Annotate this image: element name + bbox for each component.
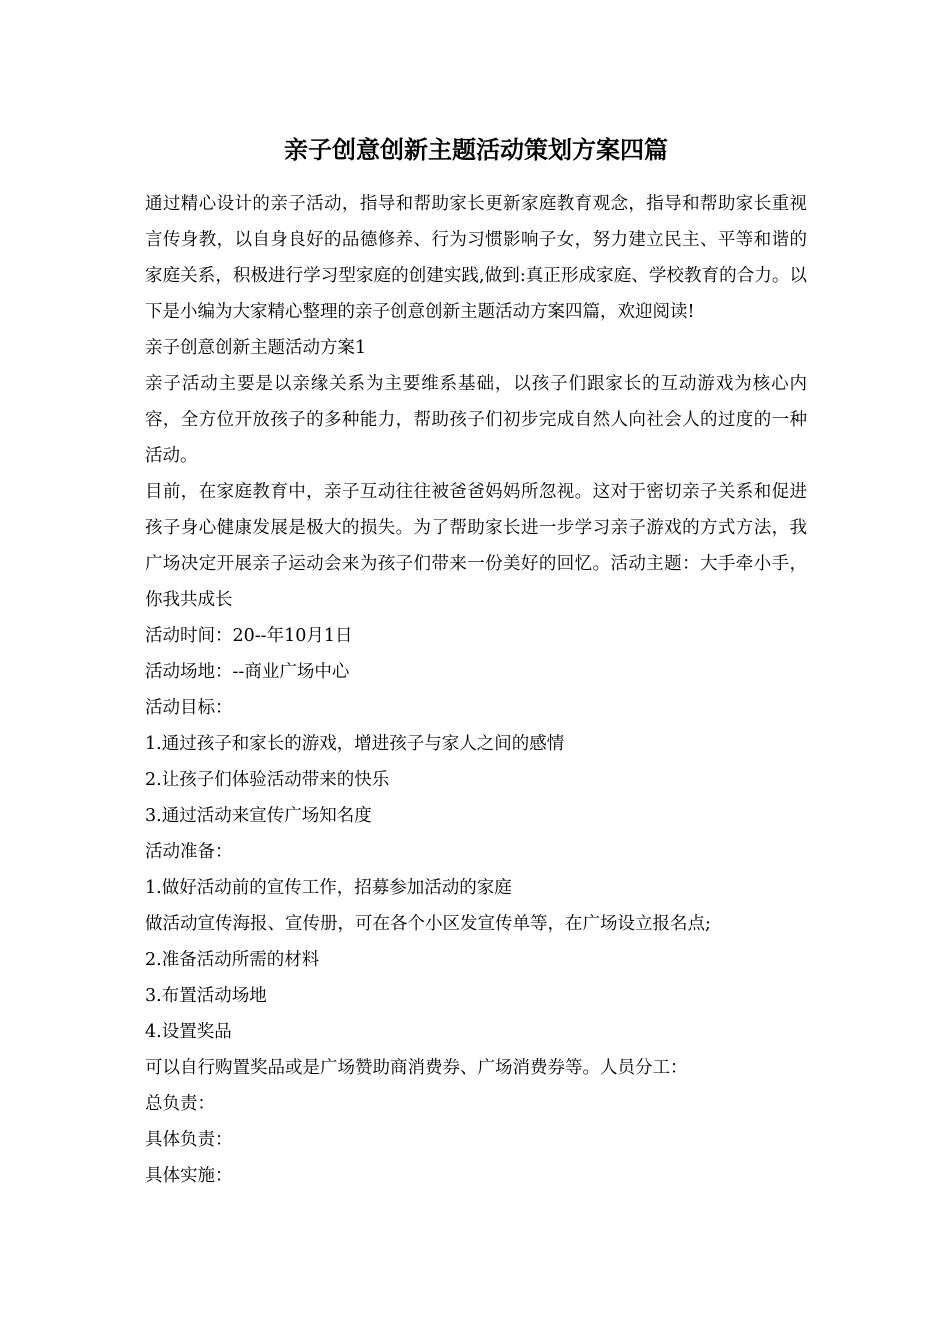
intro-paragraph: 通过精心设计的亲子活动，指导和帮助家长更新家庭教育观念，指导和帮助家长重视言传身教，以自身良好的品德修养、行为习惯影响子女，努力建立民主、平等和谐的家庭关系，积极进行学习型家庭的创建实践,做到:真正形成家庭、学校教育的合力。以下是小编为大家精心整理的亲子创意创新主题活动方案四篇，欢迎阅读!	[145, 194, 807, 322]
goal-item-2: 2.让孩子们体验活动带来的快乐	[145, 770, 390, 790]
document-page	[145, 128, 807, 1194]
preparation-item-2: 2.准备活动所需的材料	[145, 950, 320, 970]
paragraph-background: 目前，在家庭教育中，亲子互动往往被爸爸妈妈所忽视。这对于密切亲子关系和促进孩子身心健康发展是极大的损失。为了帮助家长进一步学习亲子游戏的方式方法，我广场决定开展亲子运动会来为孩子们带来一份美好的回忆。活动主题：大手牵小手，你我共成长	[145, 482, 807, 610]
goal-item-1: 1.通过孩子和家长的游戏，增进孩子与家人之间的感情	[145, 734, 565, 754]
goal-item-3: 3.通过活动来宣传广场知名度	[145, 806, 372, 826]
activity-goals-heading: 活动目标：	[145, 698, 233, 718]
role-general-lead: 总负责：	[145, 1094, 215, 1114]
section-heading: 亲子创意创新主题活动方案1	[145, 338, 367, 358]
activity-venue: 活动场地：--商业广场中心	[145, 662, 350, 682]
preparation-item-4: 4.设置奖品	[145, 1022, 232, 1042]
role-implementation: 具体实施：	[145, 1166, 233, 1186]
preparation-item-1: 1.做好活动前的宣传工作，招募参加活动的家庭	[145, 878, 512, 898]
prizes-and-staffing: 可以自行购置奖品或是广场赞助商消费券、广场消费券等。人员分工：	[145, 1058, 688, 1078]
paragraph-definition: 亲子活动主要是以亲缘关系为主要维系基础，以孩子们跟家长的互动游戏为核心内容，全方位开放孩子的多种能力，帮助孩子们初步完成自然人向社会人的过度的一种活动。	[145, 374, 807, 466]
preparation-item-3: 3.布置活动场地	[145, 986, 267, 1006]
preparation-item-1-detail: 做活动宣传海报、宣传册，可在各个小区发宣传单等，在广场设立报名点;	[145, 914, 711, 934]
activity-time: 活动时间：20--年10月1日	[145, 626, 353, 646]
preparation-heading: 活动准备：	[145, 842, 233, 862]
document-title: 亲子创意创新主题活动策划方案四篇	[284, 135, 668, 164]
role-specific-lead: 具体负责：	[145, 1130, 233, 1150]
